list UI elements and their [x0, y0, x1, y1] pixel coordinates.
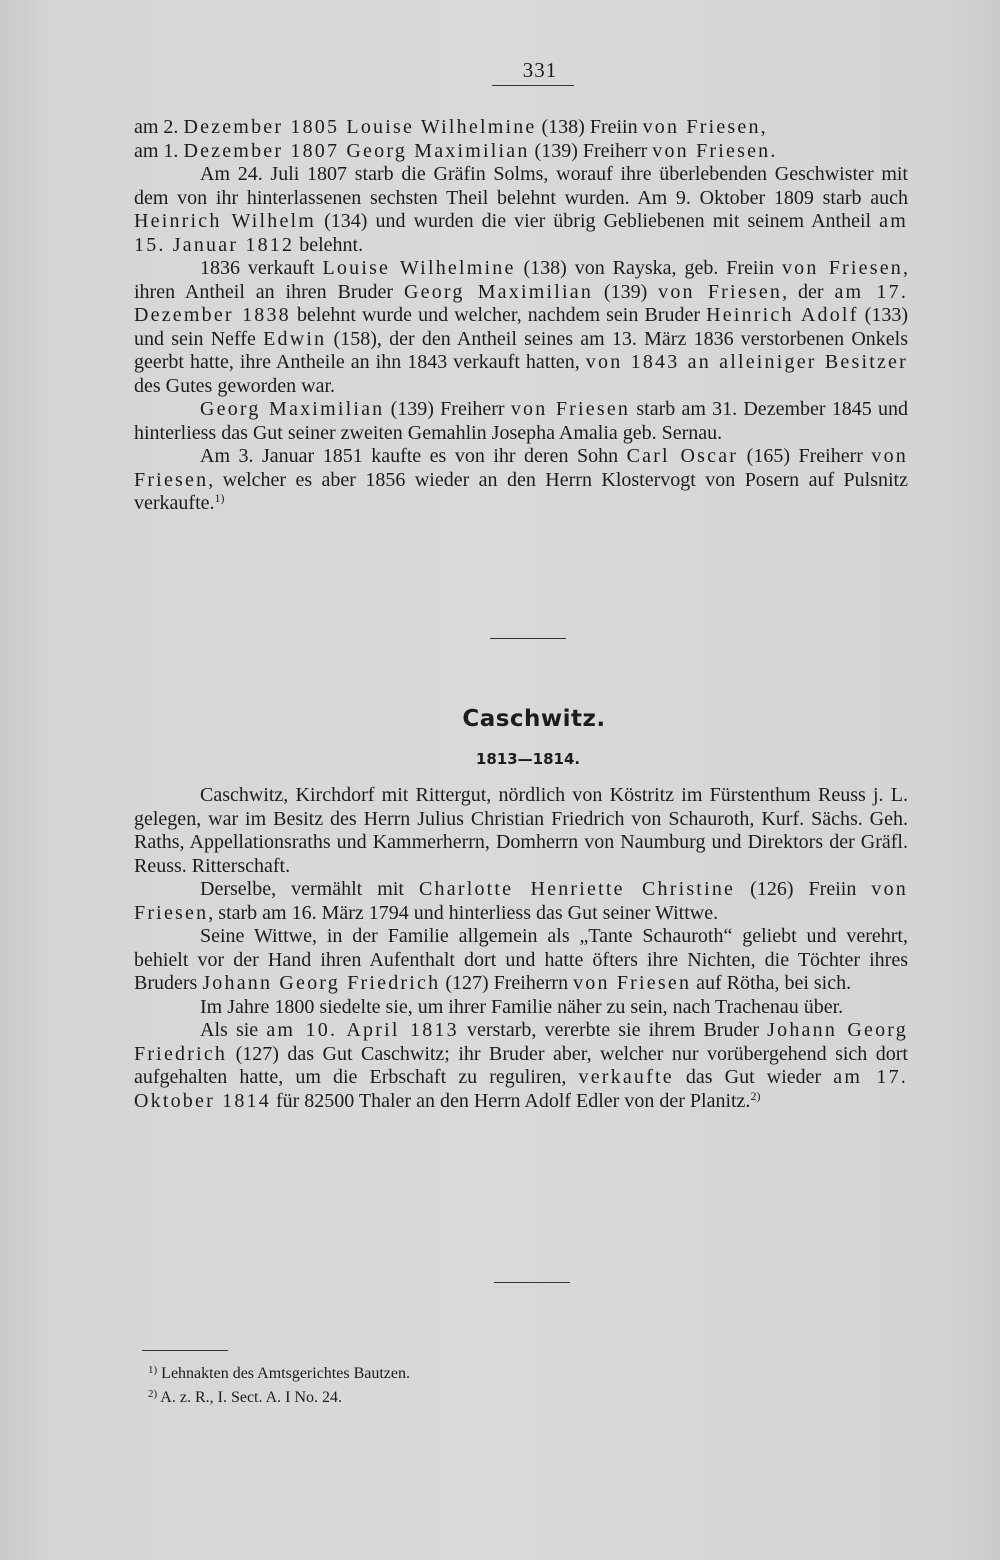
text-run: am 1.: [134, 139, 184, 162]
paragraph: [134, 257, 908, 398]
spaced-emphasis: von Friesen: [134, 445, 908, 491]
footnote-mark: 2): [148, 1388, 158, 1400]
spaced-emphasis: von Friesen: [781, 257, 903, 279]
section-years: 1813—1814.: [475, 750, 581, 768]
text-run: Caschwitz, Kirchdorf mit Rittergut, nördlich von Köstritz im Fürstenthum Reuss j. L. gelegen, war im Besitz des Herrn Julius Christian Friedrich von Schauroth, Kurf. Sächs. Geh. Raths, Appellationsraths und Kammerherrn, Domherrn von Naumburg und Direktors der Gräfl. Reuss. Ritterschaft.: [134, 784, 908, 877]
text-run: (158), der den Antheil seines am 13. März 1836 verstorbenen Onkels geerbt hatte, ihre Antheile an ihn 1843 verkauft hatten,: [134, 327, 908, 373]
spaced-emphasis: Georg Maximilian: [403, 280, 594, 303]
text-run: des Gutes geworden war.: [134, 374, 336, 397]
spaced-emphasis: von Friesen: [642, 116, 761, 138]
footnote-ref: 1): [214, 491, 225, 505]
spaced-emphasis: von Friesen: [652, 139, 771, 162]
page-number: 331: [522, 58, 558, 82]
text-run: Derselbe, vermählt mit: [200, 878, 420, 900]
text-run: , der: [782, 280, 835, 303]
paragraph: [134, 878, 908, 925]
text-run: für 82500 Thaler an den Herrn Adolf Edler von der Planitz.: [270, 1089, 751, 1112]
text-run: (134) und wurden die vier übrig Gebliebenen mit seinem Antheil: [316, 210, 880, 232]
paragraph: [134, 925, 908, 996]
spaced-emphasis: Dezember 1807 Georg Maximilian: [183, 139, 530, 162]
spaced-emphasis: Johann Georg Friedrich: [202, 972, 441, 994]
spaced-emphasis: von Friesen: [510, 398, 631, 420]
text-run: auf Rötha, bei sich.: [691, 972, 852, 994]
text-run: ,: [760, 116, 766, 138]
text-run: am 2.: [134, 116, 184, 138]
text-run: (139) Freiherr: [529, 139, 653, 162]
paragraph: [134, 996, 908, 1020]
paragraph: [134, 1019, 908, 1113]
footnote-mark: 1): [148, 1364, 158, 1376]
footnote-text: A. z. R., I. Sect. A. I No. 24.: [160, 1389, 343, 1406]
text-run: (127) Freiherrn: [440, 972, 574, 994]
spaced-emphasis: von Friesen: [134, 878, 908, 924]
spaced-emphasis: verkaufte: [578, 1066, 674, 1088]
spaced-emphasis: am 17. Dezember 1838: [134, 280, 909, 326]
text-run: das Gut wieder: [673, 1066, 834, 1088]
spaced-emphasis: von 1843 an alleiniger Besitzer: [585, 351, 908, 373]
spaced-emphasis: Johann Georg Friedrich: [134, 1019, 909, 1065]
footnote-1: [148, 1360, 708, 1384]
section-1-text: [134, 116, 908, 516]
text-run: verstarb, vererbte sie ihrem Bruder: [458, 1019, 768, 1041]
spaced-emphasis: von Friesen: [573, 972, 692, 994]
spaced-emphasis: Heinrich Wilhelm: [134, 210, 317, 232]
text-run: , starb am 16. März 1794 und hinterliess das Gut seiner Wittwe.: [208, 901, 719, 924]
text-run: , welcher es aber 1856 wieder an den Herrn Klostervogt von Posern auf Pulsnitz verkaufte.: [134, 468, 908, 514]
section-divider: [494, 1282, 570, 1283]
paragraph: [134, 398, 908, 445]
spaced-emphasis: von Friesen: [658, 280, 783, 303]
text-run: (165) Freiherr: [738, 445, 872, 467]
text-run: Am 24. Juli 1807 starb die Gräfin Solms, worauf ihre überlebenden Geschwister mit dem von ihr hinterlassenen sechsten Theil belehnt wurden. Am 9. Oktober 1809 starb auch: [134, 163, 908, 209]
text-run: belehnt.: [294, 233, 364, 256]
paragraph: [134, 784, 908, 878]
text-run: 1836 verkauft: [200, 257, 323, 279]
footnote-rule: [142, 1350, 228, 1351]
spaced-emphasis: Dezember 1805 Louise Wilhelmine: [183, 116, 537, 138]
spaced-emphasis: am 10. April 1813: [266, 1019, 459, 1041]
spaced-emphasis: Edwin: [263, 327, 327, 350]
text-run: Im Jahre 1800 siedelte sie, um ihrer Familie näher zu sein, nach Trachenau über.: [200, 995, 844, 1018]
section-heading: Caschwitz.: [462, 706, 606, 732]
text-run: Am 3. Januar 1851 kaufte es von ihr deren Sohn: [200, 445, 627, 467]
text-run: , ihren Antheil an ihren Bruder: [134, 257, 908, 303]
spaced-emphasis: am 15. Januar 1812: [134, 210, 908, 256]
text-run: (138) von Rayska, geb. Freiin: [515, 257, 782, 279]
spaced-emphasis: Carl Oscar: [626, 445, 739, 467]
text-run: Seine Wittwe, in der Familie allgemein als „Tante Schauroth“ geliebt und verehrt, behielt vor der Hand ihren Aufenthalt dort und hatte öfters ihre Nichten, die Töchter ihres Bruders: [134, 925, 908, 994]
text-run: (139): [593, 280, 659, 303]
text-run: (127) das Gut Caschwitz; ihr Bruder aber, welcher nur vorübergehend sich dort aufgehalten hatte, um die Erbschaft zu reguliren,: [134, 1042, 908, 1088]
line-1: [134, 116, 908, 140]
text-run: (133) und sein Neffe: [134, 304, 908, 350]
text-run: .: [770, 139, 776, 162]
footnote-text: Lehnakten des Amtsgerichtes Bautzen.: [161, 1365, 410, 1382]
paragraph: [134, 445, 908, 516]
text-run: belehnt wurde und welcher, nachdem sein Bruder: [290, 304, 707, 326]
section-divider: [490, 638, 566, 639]
paragraph: [134, 163, 908, 257]
line-2: [134, 140, 908, 164]
spaced-emphasis: Charlotte Henriette Christine: [419, 878, 736, 900]
text-run: (126) Freiin: [735, 878, 872, 900]
spaced-emphasis: Heinrich Adolf: [706, 304, 859, 326]
footnotes: [148, 1360, 708, 1408]
text-run: starb am 31. Dezember 1845 und hinterliess das Gut seiner zweiten Gemahlin Josepha Amalia geb. Sernau.: [134, 398, 909, 444]
text-run: Als sie: [200, 1019, 267, 1041]
text-run: (139) Freiherr: [384, 398, 511, 420]
spaced-emphasis: Georg Maximilian: [200, 398, 385, 420]
section-2-text: [134, 784, 908, 1113]
footnote-2: [148, 1384, 708, 1408]
spaced-emphasis: Louise Wilhelmine: [322, 257, 516, 279]
page-number-rule: [492, 85, 574, 86]
footnote-ref: 2): [750, 1088, 761, 1103]
spaced-emphasis: am 17. Oktober 1814: [134, 1066, 908, 1112]
text-run: (138) Freiin: [536, 116, 643, 138]
